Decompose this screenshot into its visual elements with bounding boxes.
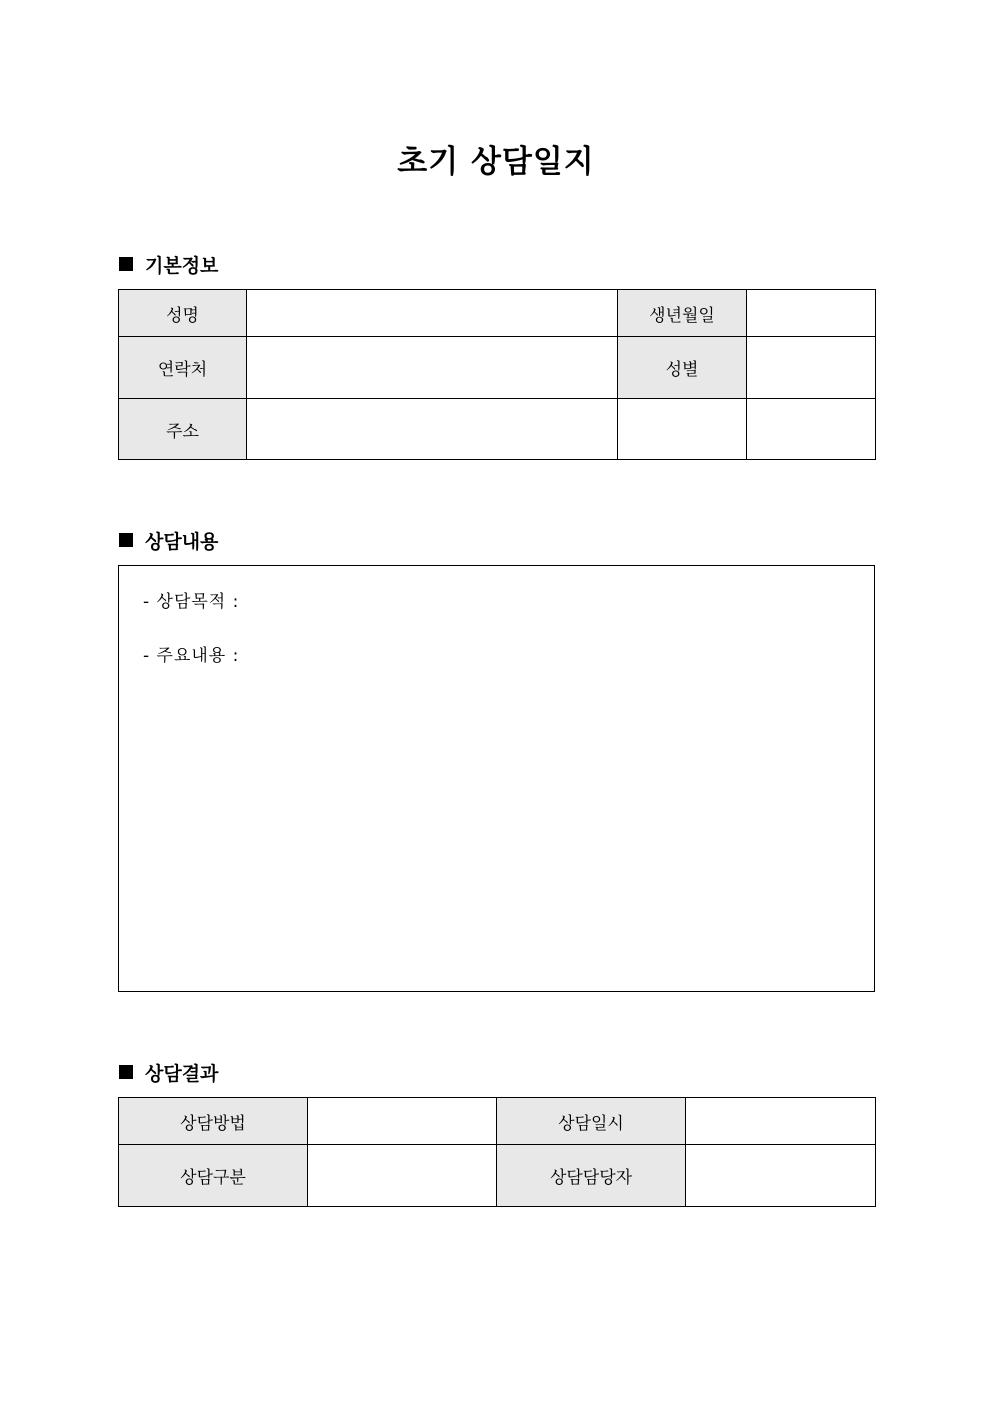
basic-info-table — [118, 289, 876, 460]
datetime-field[interactable] — [686, 1098, 876, 1145]
table-row — [119, 1098, 876, 1145]
datetime-label: 상담일시 — [497, 1098, 686, 1145]
table-row — [119, 1145, 876, 1207]
counselor-field[interactable] — [686, 1145, 876, 1207]
birth-label: 생년월일 — [618, 290, 747, 337]
square-bullet-icon — [119, 533, 133, 547]
basic-info-heading — [119, 252, 218, 276]
consult-result-heading — [119, 1060, 218, 1084]
consult-content-heading-text: 상담내용 — [145, 530, 219, 553]
gender-label: 성별 — [618, 337, 747, 399]
extra-field-1[interactable] — [618, 399, 747, 460]
square-bullet-icon — [119, 257, 133, 271]
consult-result-heading-text: 상담결과 — [145, 1062, 219, 1085]
contact-field[interactable] — [247, 337, 618, 399]
contact-label: 연락처 — [119, 337, 247, 399]
basic-info-heading-text: 기본정보 — [145, 254, 219, 277]
gender-field[interactable] — [747, 337, 876, 399]
table-row — [119, 337, 876, 399]
main-content-line: - 주요내용 : — [143, 646, 240, 666]
counselor-label: 상담담당자 — [497, 1145, 686, 1207]
consult-content-heading — [119, 528, 218, 552]
consult-content-box[interactable] — [118, 565, 875, 992]
birth-field[interactable] — [747, 290, 876, 337]
name-label: 성명 — [119, 290, 247, 337]
address-field[interactable] — [247, 399, 618, 460]
consult-result-table — [118, 1097, 876, 1207]
extra-field-2[interactable] — [747, 399, 876, 460]
table-row — [119, 399, 876, 460]
address-label: 주소 — [119, 399, 247, 460]
category-label: 상담구분 — [119, 1145, 308, 1207]
category-field[interactable] — [308, 1145, 497, 1207]
name-field[interactable] — [247, 290, 618, 337]
method-field[interactable] — [308, 1098, 497, 1145]
purpose-line: - 상담목적 : — [143, 592, 240, 612]
table-row — [119, 290, 876, 337]
square-bullet-icon — [119, 1065, 133, 1079]
page-title: 초기 상담일지 — [397, 144, 595, 180]
method-label: 상담방법 — [119, 1098, 308, 1145]
